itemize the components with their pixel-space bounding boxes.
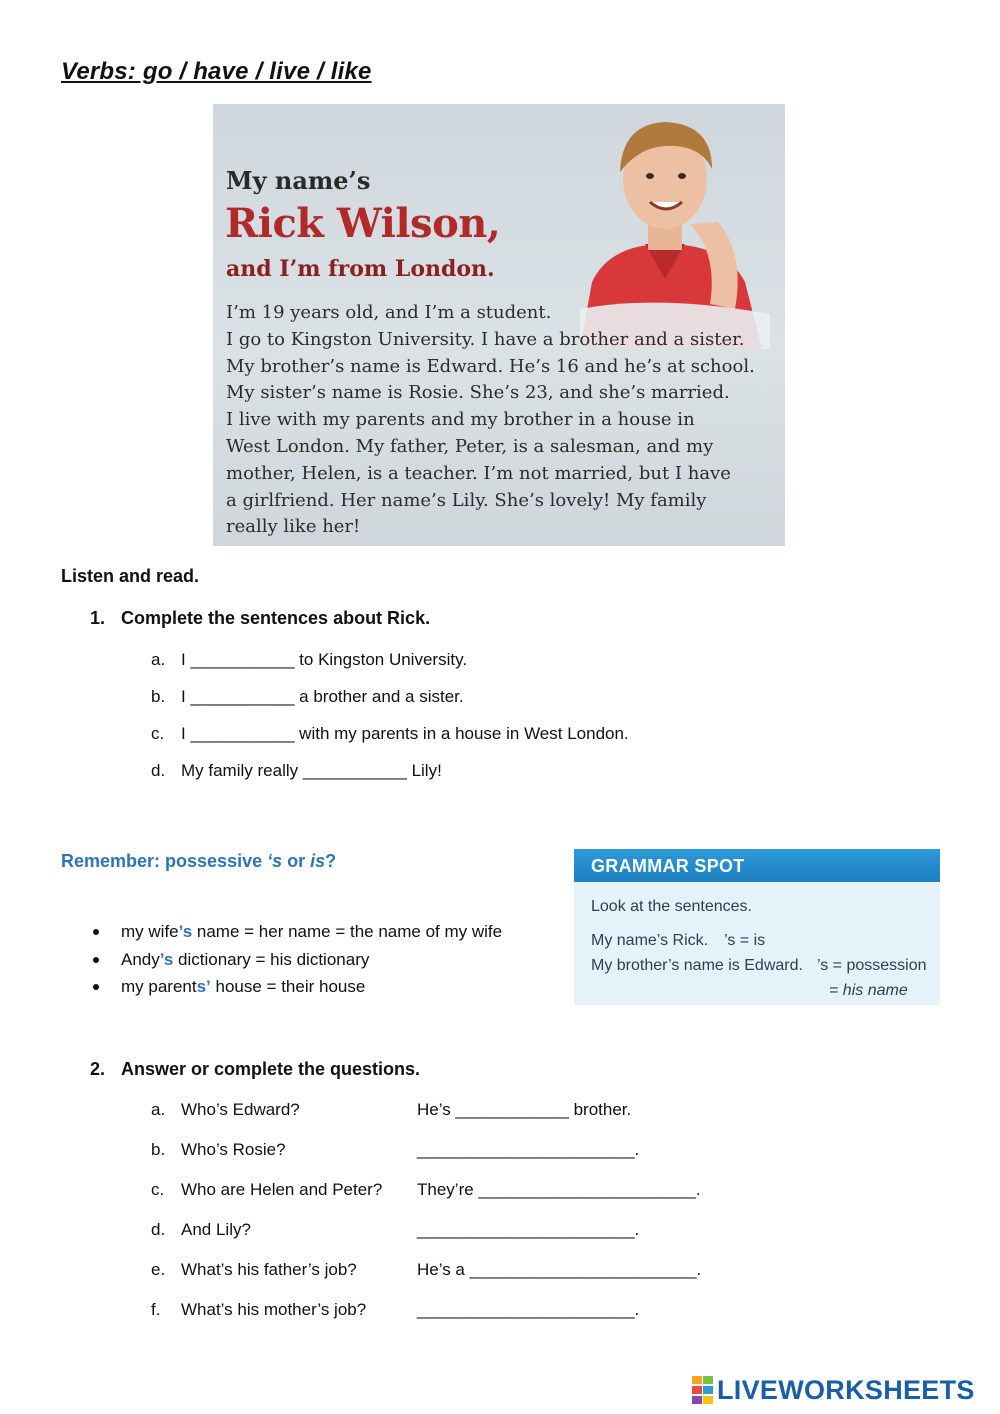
- bullet-possessive: s’: [196, 977, 211, 996]
- q1-item: [151, 761, 442, 781]
- item-text: My family really ___________ Lily!: [181, 761, 442, 780]
- item-question: Who’s Rosie?: [181, 1140, 286, 1159]
- q1-item: [151, 650, 467, 670]
- grammar-line: [591, 953, 940, 978]
- q1-number: 1.: [90, 608, 106, 628]
- bullet-item: [121, 977, 365, 997]
- item-label: e.: [151, 1260, 166, 1279]
- card-origin: and I’m from London.: [226, 256, 495, 282]
- q2-answer: _______________________.: [417, 1300, 640, 1319]
- card-intro: My name’s: [226, 166, 371, 195]
- worksheet-title: Verbs: go / have / live / like: [61, 58, 372, 85]
- grammar-line: Look at the sentences.: [591, 898, 752, 915]
- q1-item: [151, 724, 629, 744]
- bullet-text: Andy: [121, 950, 160, 969]
- bio-line: a girlfriend. Her name’s Lily. She’s lovely! My family: [226, 489, 707, 511]
- bullet-possessive: ’s: [159, 950, 174, 969]
- remember-is: is: [310, 851, 326, 871]
- item-label: b.: [151, 1140, 166, 1159]
- bullet-text: name = her name = the name of my wife: [192, 922, 503, 941]
- bio-line: I’m 19 years old, and I’m a student.: [226, 302, 552, 323]
- grammar-spot-body: [574, 882, 940, 1003]
- grammar-spot-header: GRAMMAR SPOT: [574, 849, 940, 882]
- q1-item: [151, 687, 464, 707]
- remember-heading: [61, 851, 336, 872]
- item-label: d.: [151, 1220, 166, 1239]
- bullet-dot: [93, 957, 99, 963]
- item-question: Who are Helen and Peter?: [181, 1180, 383, 1199]
- remember-pre: Remember: possessive: [61, 851, 268, 871]
- grammar-line: [591, 928, 940, 953]
- remember-s: ‘s: [267, 851, 283, 871]
- grammar-example: My name’s Rick.: [591, 932, 709, 949]
- q2-answer: He’s ____________ brother.: [417, 1100, 632, 1119]
- q2-answer: He’s a ________________________.: [417, 1260, 702, 1279]
- bio-line: I go to Kingston University. I have a brother and a sister.: [226, 328, 745, 350]
- card-bio: [226, 300, 766, 541]
- q2-number: 2.: [90, 1059, 106, 1079]
- bullet-item: [121, 950, 369, 970]
- item-label: d.: [151, 761, 166, 780]
- bio-line: My sister’s name is Rosie. She’s 23, and she’s married.: [226, 382, 730, 404]
- remember-q: ?: [325, 851, 337, 871]
- q2-title: Answer or complete the questions.: [121, 1059, 421, 1079]
- q2-item: [151, 1140, 286, 1160]
- item-question: And Lily?: [181, 1220, 251, 1239]
- bio-line: West London. My father, Peter, is a salesman, and my: [226, 435, 714, 457]
- item-label: f.: [151, 1300, 161, 1319]
- bio-line: really like her!: [226, 516, 361, 538]
- grammar-spot-box: [574, 849, 940, 1005]
- item-question: Who’s Edward?: [181, 1100, 300, 1119]
- bio-line: mother, Helen, is a teacher. I’m not married, but I have: [226, 462, 731, 484]
- item-text: I ___________ with my parents in a house in West London.: [181, 724, 629, 743]
- listen-instruction: Listen and read.: [61, 566, 200, 586]
- item-label: a.: [151, 650, 166, 669]
- q2-answer: _______________________.: [417, 1140, 640, 1159]
- bullet-text: my wife: [121, 922, 179, 941]
- remember-or: or: [282, 851, 311, 871]
- grammar-line: = his name: [829, 982, 908, 999]
- bullet-item: [121, 922, 502, 942]
- q2-item: [151, 1220, 251, 1240]
- logo-cubes-icon: [692, 1376, 714, 1404]
- q2-answer: They’re _______________________.: [417, 1180, 701, 1199]
- item-label: c.: [151, 1180, 165, 1199]
- item-label: b.: [151, 687, 166, 706]
- q1-title: Complete the sentences about Rick.: [121, 608, 431, 628]
- item-text: I ___________ a brother and a sister.: [181, 687, 464, 706]
- bullet-possessive: ’s: [178, 922, 193, 941]
- item-question: What’s his mother’s job?: [181, 1300, 367, 1319]
- card-name: Rick Wilson,: [225, 200, 501, 247]
- bullet-text: my parent: [121, 977, 197, 996]
- q2-answer: _______________________.: [417, 1220, 640, 1239]
- item-label: a.: [151, 1100, 166, 1119]
- bio-line: My brother’s name is Edward. He’s 16 and he’s at school.: [226, 355, 755, 377]
- item-label: c.: [151, 724, 165, 743]
- logo-text: LIVEWORKSHEETS: [717, 1374, 975, 1405]
- q2-item: [151, 1300, 366, 1320]
- grammar-rule: ’s = is: [724, 932, 766, 949]
- item-question: What’s his father’s job?: [181, 1260, 357, 1279]
- bullet-dot: [93, 929, 99, 935]
- bullet-text: house = their house: [210, 977, 366, 996]
- q2-item: [151, 1100, 300, 1120]
- grammar-example: My brother’s name is Edward.: [591, 957, 803, 974]
- grammar-rule: ’s = possession: [816, 957, 927, 974]
- item-text: I ___________ to Kingston University.: [181, 650, 468, 669]
- q2-item: [151, 1260, 357, 1280]
- liveworksheets-logo[interactable]: [692, 1375, 975, 1405]
- rick-wilson-card: [213, 104, 785, 546]
- bio-line: I live with my parents and my brother in a house in: [226, 409, 695, 431]
- bullet-dot: [93, 984, 99, 990]
- q2-item: [151, 1180, 382, 1200]
- bullet-text: dictionary = his dictionary: [173, 950, 370, 969]
